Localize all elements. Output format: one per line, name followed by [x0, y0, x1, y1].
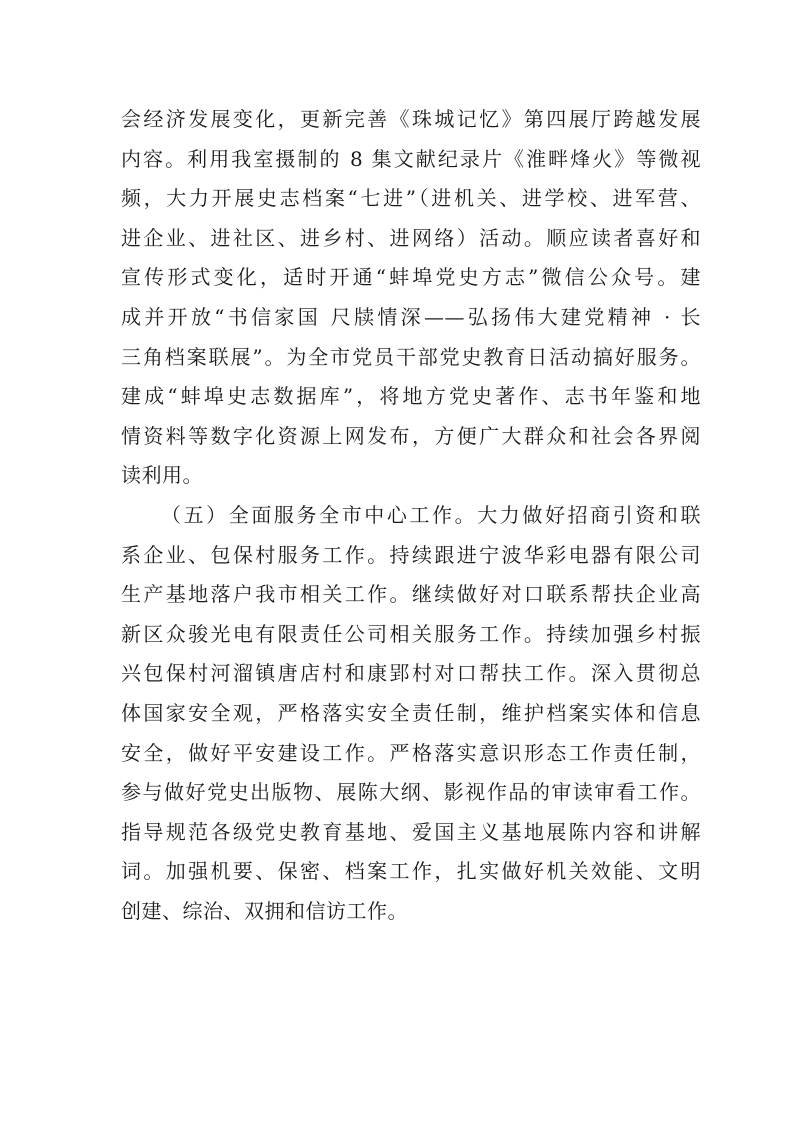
body-text: [121, 100, 701, 931]
text-line-last: 创建、综治、双拥和信访工作。: [121, 898, 408, 923]
text-line: 系企业、包保村服务工作。持续跟进宁波华彩电器有限公司: [121, 542, 701, 567]
text-line: 情资料等数字化资源上网发布，方便广大群众和社会各界阅: [121, 423, 701, 448]
text-line: 成并开放“书信家国 尺牍情深——弘扬伟大建党精神 · 长: [121, 304, 701, 329]
text-line-last: 读利用。: [121, 463, 203, 488]
text-line: 参与做好党史出版物、展陈大纲、影视作品的审读审看工作。: [121, 780, 701, 805]
text-line: 进企业、进社区、进乡村、进网络）活动。顺应读者喜好和: [121, 225, 701, 250]
text-line: 新区众骏光电有限责任公司相关服务工作。持续加强乡村振: [121, 621, 701, 646]
text-line: 宣传形式变化，适时开通“蚌埠党史方志”微信公众号。建: [121, 265, 701, 290]
text-line: 建成“蚌埠史志数据库”，将地方党史著作、志书年鉴和地: [121, 384, 701, 409]
text-line: 兴包保村河溜镇唐店村和康郢村对口帮扶工作。深入贯彻总: [121, 661, 701, 686]
text-line: 安全，做好平安建设工作。严格落实意识形态工作责任制，: [121, 740, 701, 765]
text-line: 生产基地落户我市相关工作。继续做好对口联系帮扶企业高: [121, 582, 701, 607]
text-line: 指导规范各级党史教育基地、爱国主义基地展陈内容和讲解: [121, 819, 701, 844]
text-line: 三角档案联展”。为全市党员干部党史教育日活动搞好服务。: [121, 344, 701, 369]
text-line: 词。加强机要、保密、档案工作，扎实做好机关效能、文明: [121, 859, 701, 884]
text-line: 会经济发展变化，更新完善《珠城记忆》第四展厅跨越发展: [121, 107, 701, 131]
text-line: 体国家安全观，严格落实安全责任制，维护档案实体和信息: [121, 700, 701, 725]
text-line: 频，大力开展史志档案“七进”（进机关、进学校、进军营、: [121, 186, 701, 211]
paragraph-continuation: [121, 100, 701, 496]
section-heading-line: （五）全面服务全市中心工作。大力做好招商引资和联: [161, 502, 701, 527]
text-line: 内容。利用我室摄制的 8 集文献纪录片《淮畔烽火》等微视: [121, 146, 701, 171]
paragraph-section-five: [121, 496, 701, 932]
